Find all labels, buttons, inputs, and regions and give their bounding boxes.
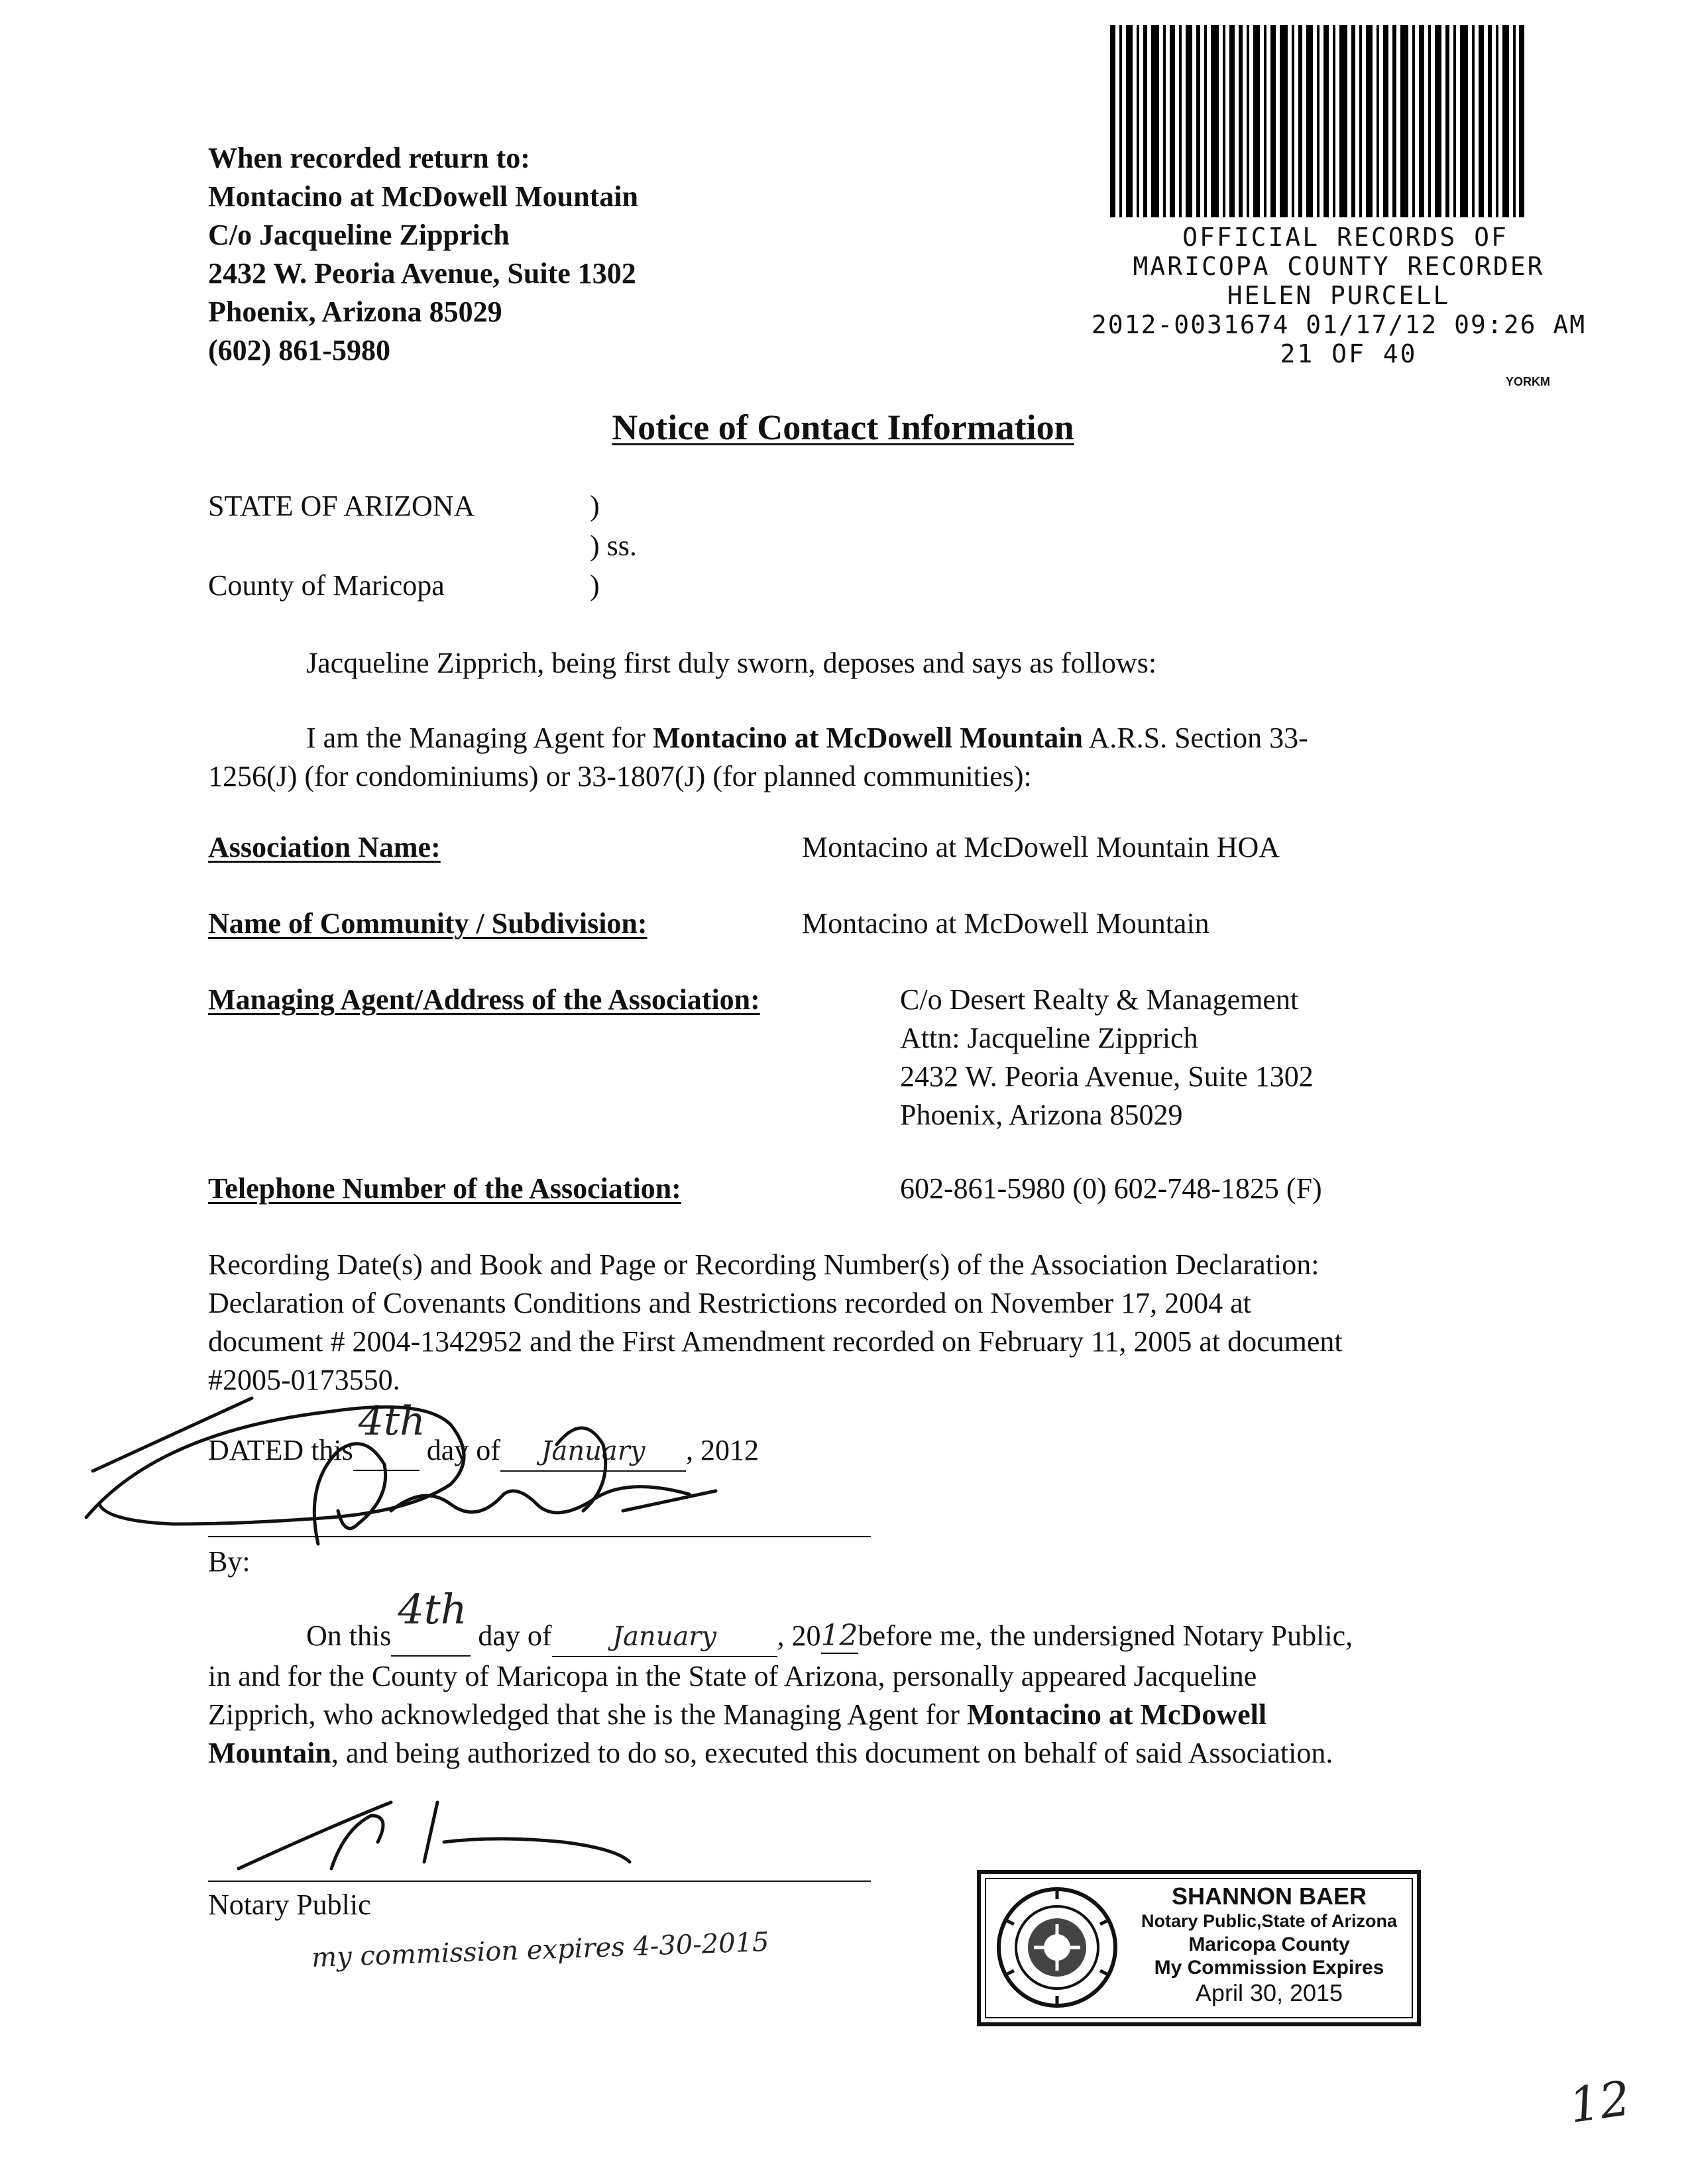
notary-month-blank xyxy=(552,1617,777,1657)
notary-day-blank xyxy=(391,1585,471,1657)
dated-day-handwritten: 4th xyxy=(358,1398,425,1445)
notary-month-handwritten: January xyxy=(612,1621,717,1652)
page-mark: 12 xyxy=(1565,2070,1634,2134)
notary-line-3: Zipprich, who acknowledged that she is the Managing Agent for xyxy=(208,1698,967,1731)
notary-year-handwritten: 12 xyxy=(820,1619,858,1653)
affiant-statement: Jacqueline Zipprich, being first duly sworn, deposes and says as follows: xyxy=(306,647,1157,679)
intro-bold: Montacino at McDowell Mountain xyxy=(652,722,1083,754)
stamp-line-2: Notary Public,State of Arizona xyxy=(1141,1911,1398,1931)
recorder-line-1: OFFICIAL RECORDS OF xyxy=(1182,223,1508,252)
venue-paren-1: ) xyxy=(590,490,600,522)
recording-line: Declaration of Covenants Conditions and Restrictions recorded on November 17, 2004 at xyxy=(208,1287,1251,1319)
notary-stamp xyxy=(977,1870,1421,2026)
notary-seal-icon xyxy=(994,1884,1120,2010)
notary-day-handwritten: 4th xyxy=(398,1585,467,1633)
return-to-line: Montacino at McDowell Mountain xyxy=(208,180,638,213)
recorder-line-2: MARICOPA COUNTY RECORDER xyxy=(1133,252,1545,281)
return-to-line: Phoenix, Arizona 85029 xyxy=(208,296,502,328)
notary-line-3-bold: Montacino at McDowell xyxy=(966,1698,1267,1731)
notary-line-4: , and being authorized to do so, executed this document on behalf of said Association. xyxy=(331,1737,1333,1769)
notary-paragraph xyxy=(208,1585,1353,1773)
venue-paren-2: ) xyxy=(590,569,600,602)
agent-address-line: C/o Desert Realty & Management xyxy=(900,983,1299,1016)
recorder-line-5: 21 OF 40 xyxy=(1280,339,1418,368)
stamp-line-3: Maricopa County xyxy=(1188,1934,1350,1955)
notary-year-pre: , 20 xyxy=(777,1619,821,1652)
community-value: Montacino at McDowell Mountain xyxy=(802,907,1209,940)
notary-label: Notary Public xyxy=(208,1888,371,1921)
agent-address-line: Phoenix, Arizona 85029 xyxy=(900,1099,1183,1131)
stamp-line-5: April 30, 2015 xyxy=(1195,1979,1343,2006)
dated-word: DATED this xyxy=(208,1434,353,1466)
recorder-stamp xyxy=(1074,223,1604,368)
by-label: By: xyxy=(208,1545,251,1578)
phone-label: Telephone Number of the Association: xyxy=(208,1172,681,1205)
intro-line-2: 1256(J) (for condominiums) or 33-1807(J) (for planned communities): xyxy=(208,760,1032,792)
notary-line-2: in and for the County of Maricopa in the State of Arizona, personally appeared Jacqueline xyxy=(208,1660,1257,1692)
barcode xyxy=(1110,25,1524,217)
recorder-line-4: 2012-0031674 01/17/12 09:26 AM xyxy=(1091,310,1587,339)
notary-on-this: On this xyxy=(306,1619,392,1652)
notary-day-of: day of xyxy=(478,1619,552,1652)
stamp-name: SHANNON BAER xyxy=(1171,1883,1367,1910)
association-label: Association Name: xyxy=(208,831,441,863)
agent-address-line: Attn: Jacqueline Zipprich xyxy=(900,1022,1198,1054)
venue-county: County of Maricopa xyxy=(208,569,445,602)
venue-state: STATE OF ARIZONA xyxy=(208,490,475,522)
return-to-heading: When recorded return to: xyxy=(208,142,530,174)
notary-signature xyxy=(219,1789,696,1882)
association-value: Montacino at McDowell Mountain HOA xyxy=(802,831,1280,863)
recording-line: Recording Date(s) and Book and Page or Recording Number(s) of the Association Declaration: xyxy=(208,1248,1320,1281)
recording-line: document # 2004-1342952 and the First Amendment recorded on February 11, 2005 at document xyxy=(208,1325,1343,1358)
intro-pre: I am the Managing Agent for xyxy=(306,722,653,754)
recorder-clerk-initials: YORKM xyxy=(1506,375,1550,388)
signature xyxy=(80,1352,775,1590)
community-label: Name of Community / Subdivision: xyxy=(208,907,647,940)
return-to-block xyxy=(208,139,638,370)
dated-month-handwritten: January xyxy=(541,1436,646,1466)
dated-year: , 2012 xyxy=(685,1434,759,1466)
venue-ss: ) ss. xyxy=(590,529,637,562)
page-title: Notice of Contact Information xyxy=(612,408,1074,447)
intro-paragraph xyxy=(208,719,1308,796)
agent-label: Managing Agent/Address of the Association: xyxy=(208,983,760,1016)
commission-note: my commission expires 4-30-2015 xyxy=(311,1926,770,1974)
agent-address-line: 2432 W. Peoria Avenue, Suite 1302 xyxy=(900,1060,1314,1093)
dated-day-of: day of xyxy=(426,1434,500,1466)
phone-value: 602-861-5980 (0) 602-748-1825 (F) xyxy=(900,1172,1322,1205)
notary-rest: before me, the undersigned Notary Public, xyxy=(858,1619,1353,1652)
return-to-line: C/o Jacqueline Zipprich xyxy=(208,219,510,251)
return-to-line: 2432 W. Peoria Avenue, Suite 1302 xyxy=(208,257,636,290)
stamp-line-4: My Commission Expires xyxy=(1154,1957,1384,1979)
stamp-text xyxy=(1120,1883,1418,2007)
recording-line: #2005-0173550. xyxy=(208,1364,400,1396)
notary-line-4-bold: Mountain xyxy=(208,1737,331,1769)
notary-signature-line xyxy=(208,1881,871,1882)
return-to-line: (602) 861-5980 xyxy=(208,334,390,366)
intro-post: A.R.S. Section 33- xyxy=(1082,722,1308,754)
recorder-line-3: HELEN PURCELL xyxy=(1227,281,1451,310)
agent-address-block xyxy=(900,981,1314,1134)
